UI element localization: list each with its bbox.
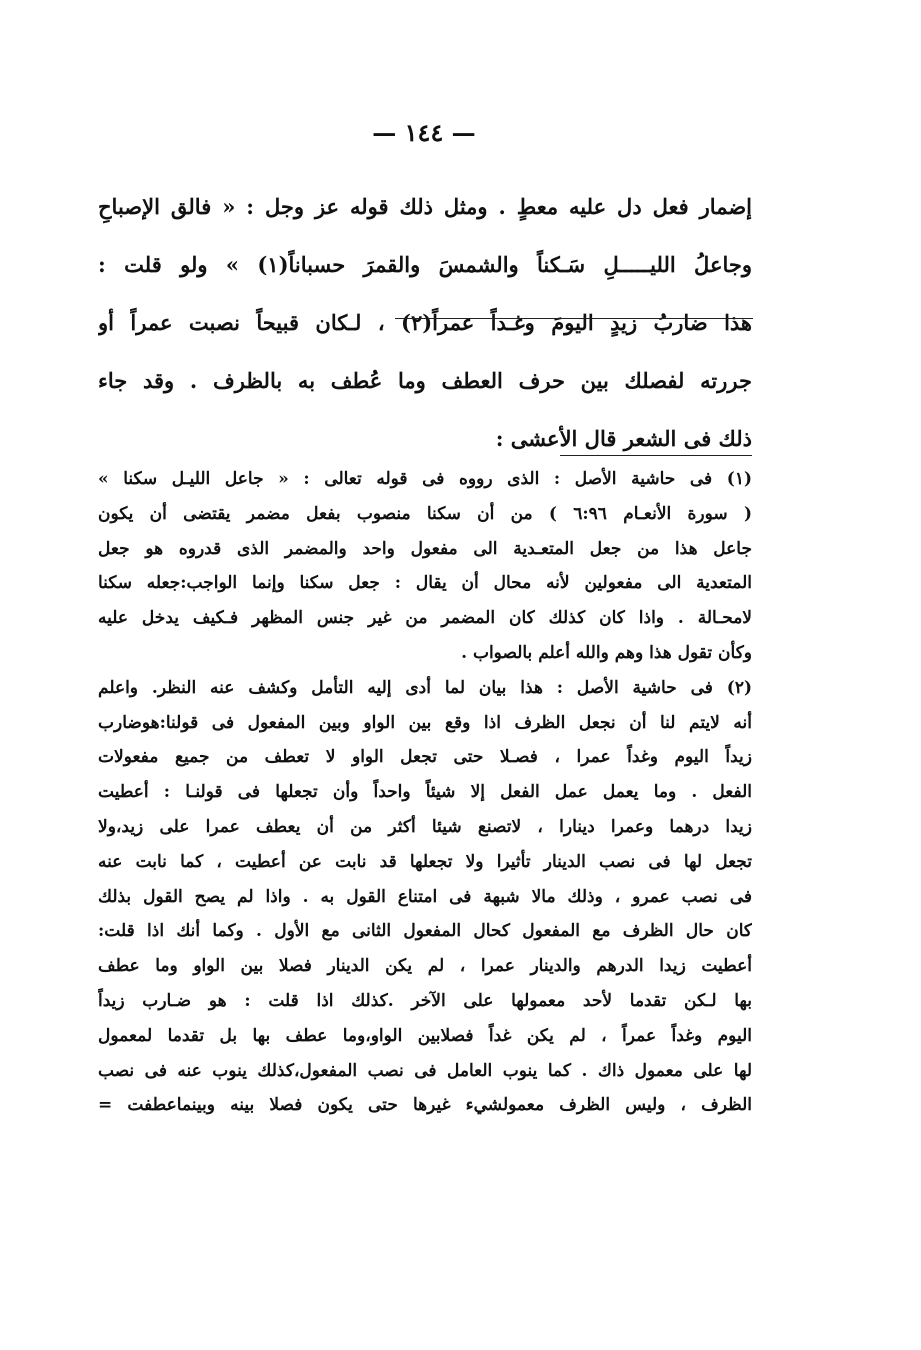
footnote-separator xyxy=(560,455,752,456)
footnote-line: بها لـكن تقدما لأحد معمولها على الآخر .كذلك اذا قلت : هو ضـارب زيداً xyxy=(98,990,752,1011)
footnote-1 xyxy=(98,462,752,671)
footnote-line: تجعل لها فى نصب الدينار تأثيرا ولا تجعلها قد نابت عن أعطيت ، كما نابت عنه xyxy=(98,851,752,872)
main-line: ذلك فى الشعر قال الأعشى : xyxy=(495,426,752,451)
footnote-line: الظرف ، وليس الظرف معمولشيء غيرها حتى يكون فصلا بينه وبينماعطفت = xyxy=(98,1095,752,1116)
main-line: وجاعلُ الليـــــلِ سَـكناً والشمسَ والقمرَ حسباناً(١) » ولو قلت : xyxy=(98,252,752,277)
footnote-line: أعطيت زيدا الدرهم والدينار عمرا ، لم يكن الدينار فصلا بين الواو وما عطف xyxy=(98,956,752,977)
footnote-line: اليوم وغداً عمراً ، لم يكن غداً فصلابين الواو،وما عطف بها بل تقدما لمعمول xyxy=(98,1025,752,1046)
underline-rule xyxy=(395,318,753,319)
footnote-line: زيدا درهما وعمرا دينارا ، لاتصنع شيئا أكثر من أن يعطف عمرا على زيد،ولا xyxy=(98,816,752,837)
footnote-line: جاعل هذا من جعل المتعـدية الى مفعول واحد والمضمر الذى قدروه هو جعل xyxy=(98,538,752,559)
footnote-line: زيداً اليوم وغداً عمرا ، فصـلا حتى تجعل الواو لا تعطف من جميع مفعولات xyxy=(98,747,752,768)
footnote-line: لها على معمول ذاك . كما ينوب العامل فى نصب المفعول،كذلك ينوب عنه فى نصب xyxy=(98,1060,752,1081)
footnote-line: المتعدية الى مفعولين لأنه محال أن يقال : جعل سكنا وإنما الواجب:جعله سكنا xyxy=(98,573,752,594)
footnote-line: الفعل . وما يعمل عمل الفعل إلا شيئاً واحداً وأن تجعلها فى قولنـا : أعطيت xyxy=(98,782,752,803)
footnote-line: كان حال الظرف مع المفعول كحال المفعول الثانى مع الأول . وكما أنك اذا قلت: xyxy=(98,921,752,942)
main-line: إضمار فعل دل عليه معطٍ . ومثل ذلك قوله عز وجل : « فالق الإصباحِ xyxy=(98,194,752,219)
footnote-line: لامحـالة . واذا كان كذلك كان المضمر من غير جنس المظهر فـكيف يدخل عليه xyxy=(98,608,752,629)
footnote-line: وكأن تقول هذا وهم والله أعلم بالصواب . xyxy=(461,642,752,663)
page-number: — ١٤٤ — xyxy=(372,118,476,147)
footnote-line: (١) فى حاشية الأصل : الذى رووه فى قوله تعالى : « جاعل الليـل سكنا » xyxy=(98,469,752,489)
footnote-line: أنه لايتم لنا أن نجعل الظرف اذا وقع بين الواو وبين المفعول فى قولنا:هوضارب xyxy=(98,712,752,733)
main-line: هذا ضاربُ زيدٍ اليومَ وغـداً عمراً(٢) ، لـكان قبيحاً نصبت عمراً أو xyxy=(98,310,752,335)
main-line: جررته لفصلك بين حرف العطف وما عُطف به بالظرف . وقد جاء xyxy=(98,368,752,393)
footnote-line: (٢) فى حاشية الأصل : هذا بيان لما أدى إليه التأمل وكشف عنه النظر. واعلم xyxy=(98,677,752,698)
footnote-2 xyxy=(98,671,752,1123)
footnote-line: ( سورة الأنعـام ٦:٩٦ ) من أن سكنا منصوب بفعل مضمر يقتضى أن يكون xyxy=(98,503,752,524)
footnote-line: فى نصب عمرو ، وذلك مالا شبهة فى امتناع القول به . واذا لم يصح القول بذلك xyxy=(98,886,752,907)
footnotes xyxy=(98,462,752,1123)
main-text xyxy=(98,178,752,468)
